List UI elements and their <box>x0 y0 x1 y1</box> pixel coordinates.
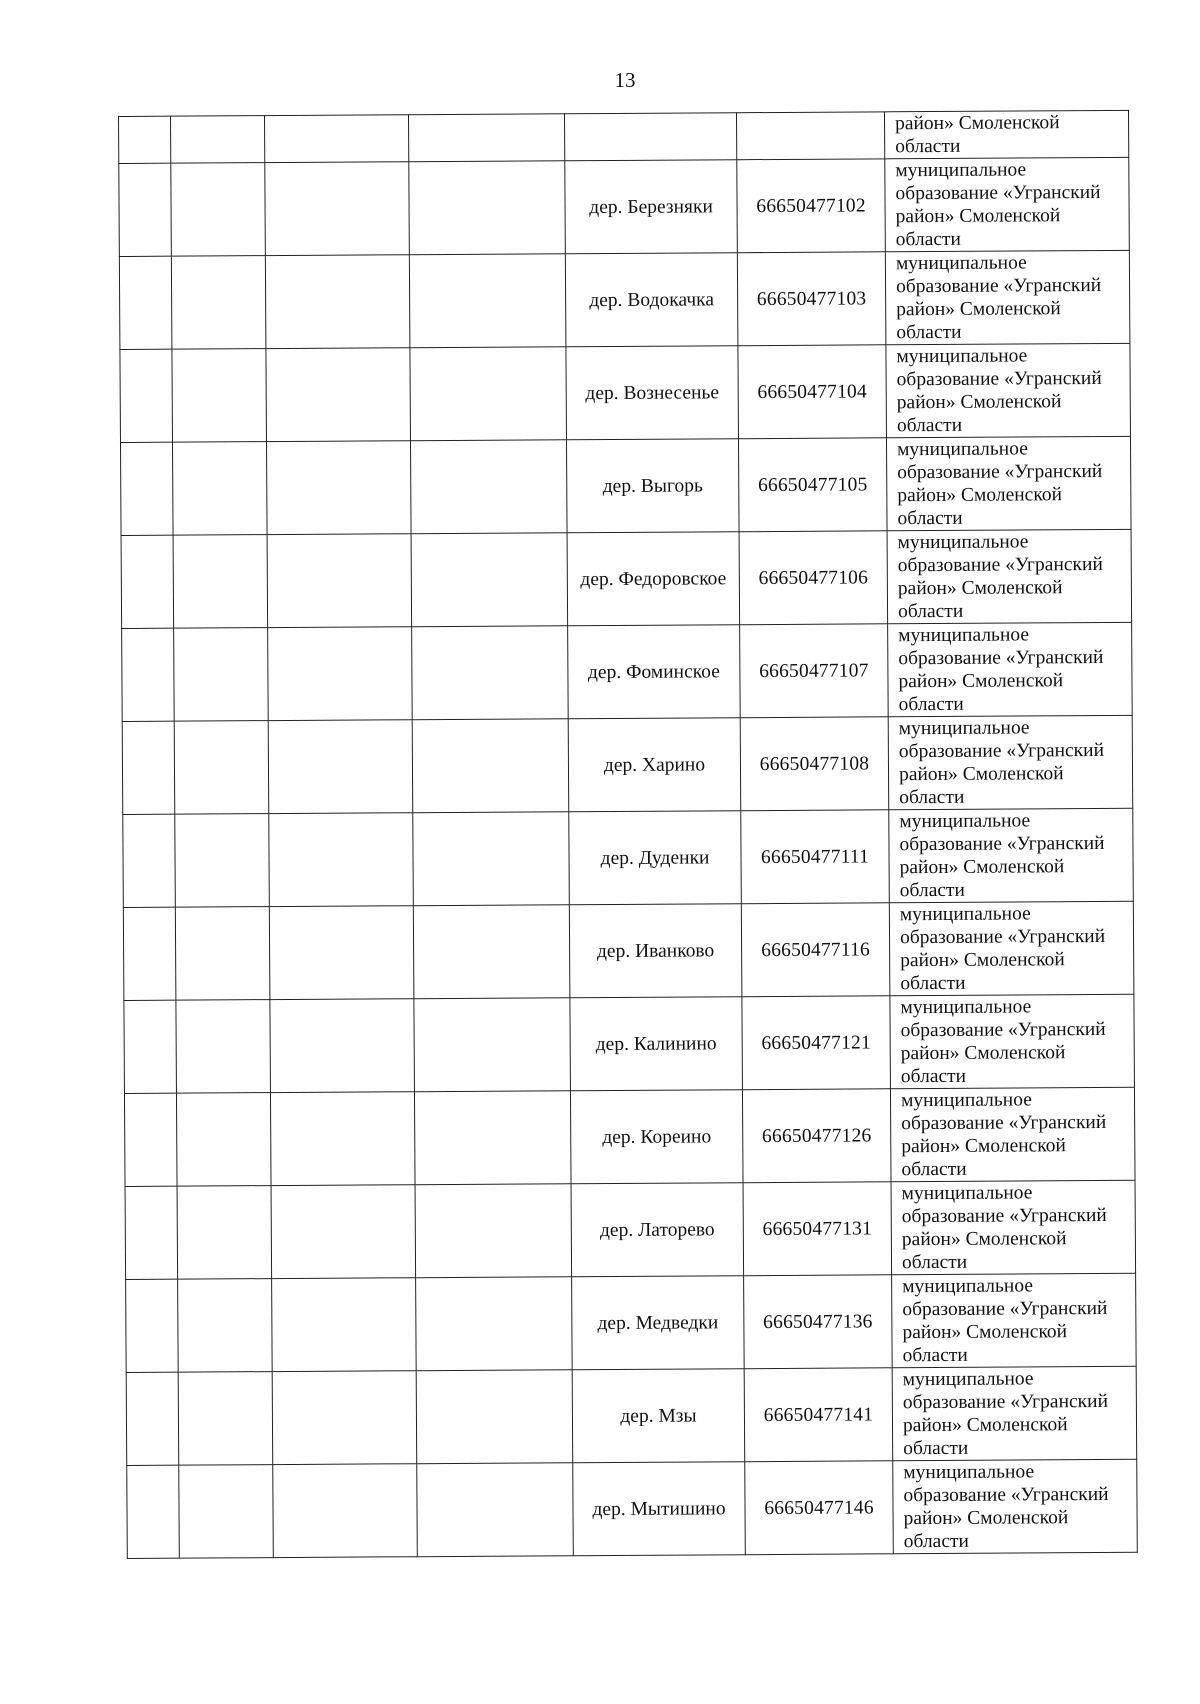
settlement-name-cell: дер. Федоровское <box>567 532 740 626</box>
empty-cell <box>564 113 736 161</box>
settlement-name-cell: дер. Выгорь <box>566 439 739 533</box>
empty-cell <box>120 349 173 442</box>
table-row <box>126 1366 1137 1465</box>
oktmo-code-cell: 66650477126 <box>742 1089 891 1183</box>
settlement-name-cell: дер. Латорево <box>571 1183 744 1277</box>
owner-cell: муниципальное образование «Угранский район» Смоленской области <box>893 1459 1138 1553</box>
empty-cell <box>123 907 176 1000</box>
empty-cell <box>174 628 269 722</box>
empty-cell <box>268 720 413 814</box>
empty-cell <box>266 441 411 535</box>
oktmo-code-cell: 66650477106 <box>739 531 888 625</box>
empty-cell <box>122 721 175 814</box>
oktmo-code-cell: 66650477141 <box>744 1368 893 1462</box>
empty-cell <box>171 256 266 350</box>
empty-cell <box>409 254 566 348</box>
empty-cell <box>172 349 267 443</box>
table-row <box>119 250 1130 349</box>
owner-cell: муниципальное образование «Угранский район» Смоленской области <box>888 622 1133 716</box>
settlement-name-cell: дер. Мытишино <box>573 1462 746 1556</box>
empty-cell <box>124 1000 177 1093</box>
empty-cell <box>417 1463 574 1557</box>
oktmo-code-cell: 66650477105 <box>738 438 887 532</box>
empty-cell <box>736 112 884 160</box>
empty-cell <box>175 814 270 908</box>
empty-cell <box>410 440 567 534</box>
settlement-name-cell: дер. Кореино <box>570 1090 743 1184</box>
empty-cell <box>174 721 269 815</box>
table-row <box>123 808 1134 907</box>
settlement-name-cell: дер. Калинино <box>570 997 743 1091</box>
table-row <box>120 436 1131 535</box>
empty-cell <box>178 1279 273 1373</box>
empty-cell <box>123 814 176 907</box>
oktmo-code-cell: 66650477103 <box>737 252 886 346</box>
table-row <box>126 1273 1137 1372</box>
empty-cell <box>415 1184 572 1278</box>
empty-cell <box>126 1372 179 1465</box>
oktmo-code-cell: 66650477131 <box>743 1182 892 1276</box>
continuation-row <box>119 110 1129 163</box>
oktmo-code-cell: 66650477108 <box>740 717 889 811</box>
empty-cell <box>119 163 172 256</box>
table-row <box>127 1459 1138 1558</box>
empty-cell <box>265 115 409 163</box>
empty-cell <box>416 1277 573 1371</box>
empty-cell <box>127 1465 180 1558</box>
empty-cell <box>172 442 267 536</box>
empty-cell <box>414 1091 571 1185</box>
oktmo-code-cell: 66650477121 <box>742 996 891 1090</box>
empty-cell <box>179 1465 274 1559</box>
empty-cell <box>119 256 172 349</box>
page-number: 13 <box>614 68 636 92</box>
settlement-name-cell: дер. Мзы <box>572 1369 745 1463</box>
owner-cell: муниципальное образование «Угранский район» Смоленской области <box>892 1273 1137 1367</box>
table-row <box>124 1087 1135 1186</box>
empty-cell <box>414 998 571 1092</box>
settlement-name-cell: дер. Березняки <box>565 160 738 254</box>
table-row <box>119 157 1130 256</box>
empty-cell <box>266 348 411 442</box>
empty-cell <box>272 1371 417 1465</box>
empty-cell <box>413 812 570 906</box>
empty-cell <box>416 1370 573 1464</box>
empty-cell <box>125 1186 178 1279</box>
empty-cell <box>265 255 410 349</box>
owner-cell: муниципальное образование «Угранский район» Смоленской области <box>889 901 1134 995</box>
empty-cell <box>121 535 174 628</box>
settlement-name-cell: дер. Дуденки <box>569 811 742 905</box>
table-row <box>122 715 1133 814</box>
empty-cell <box>176 1000 271 1094</box>
empty-cell <box>273 1464 418 1558</box>
table-row <box>123 901 1134 1000</box>
empty-cell <box>270 999 415 1093</box>
oktmo-code-cell: 66650477136 <box>744 1275 893 1369</box>
empty-cell <box>408 114 564 162</box>
empty-cell <box>173 535 268 629</box>
owner-cell: муниципальное образование «Угранский район» Смоленской области <box>892 1366 1137 1460</box>
empty-cell <box>175 907 270 1001</box>
settlement-name-cell: дер. Водокачка <box>565 253 738 347</box>
empty-cell <box>269 906 414 1000</box>
empty-cell <box>413 905 570 999</box>
owner-cell: муниципальное образование «Угранский район» Смоленской области <box>885 157 1130 251</box>
empty-cell <box>120 442 173 535</box>
owner-cell: муниципальное образование «Угранский район» Смоленской области <box>887 529 1132 623</box>
empty-cell <box>269 813 414 907</box>
table-row <box>124 994 1135 1093</box>
settlement-name-cell: дер. Медведки <box>572 1276 745 1370</box>
owner-cell: муниципальное образование «Угранский район» Смоленской области <box>885 250 1130 344</box>
table-row <box>122 622 1133 721</box>
oktmo-code-cell: 66650477104 <box>738 345 887 439</box>
settlement-name-cell: дер. Иванково <box>569 904 742 998</box>
owner-cell: муниципальное образование «Угранский район» Смоленской области <box>891 1180 1136 1274</box>
owner-cell: муниципальное образование «Угранский район» Смоленской области <box>889 808 1134 902</box>
empty-cell <box>119 116 171 163</box>
oktmo-code-cell: 66650477102 <box>737 159 886 253</box>
empty-cell <box>267 534 412 628</box>
owner-cell: муниципальное образование «Угранский район» Смоленской области <box>888 715 1133 809</box>
table-row <box>125 1180 1136 1279</box>
settlement-name-cell: дер. Фоминское <box>568 625 741 719</box>
owner-cell: муниципальное образование «Угранский район» Смоленской области <box>890 994 1135 1088</box>
owner-cell: муниципальное образование «Угранский район» Смоленской области <box>886 343 1131 437</box>
empty-cell <box>171 116 265 164</box>
oktmo-code-cell: 66650477107 <box>740 624 889 718</box>
empty-cell <box>412 719 569 813</box>
empty-cell <box>272 1278 417 1372</box>
empty-cell <box>122 628 175 721</box>
empty-cell <box>409 161 566 255</box>
empty-cell <box>410 347 567 441</box>
empty-cell <box>412 626 569 720</box>
empty-cell <box>268 627 413 721</box>
settlement-name-cell: дер. Харино <box>568 718 741 812</box>
owner-cell: муниципальное образование «Угранский район» Смоленской области <box>890 1087 1135 1181</box>
empty-cell <box>176 1093 271 1187</box>
empty-cell <box>411 533 568 627</box>
empty-cell <box>270 1092 415 1186</box>
empty-cell <box>171 163 266 257</box>
table-row <box>121 529 1132 628</box>
empty-cell <box>126 1279 179 1372</box>
empty-cell <box>265 162 410 256</box>
settlement-registry-table <box>118 110 1138 1559</box>
oktmo-code-cell: 66650477111 <box>741 810 890 904</box>
settlement-name-cell: дер. Вознесенье <box>566 346 739 440</box>
table-row <box>120 343 1131 442</box>
empty-cell <box>177 1186 272 1280</box>
empty-cell <box>271 1185 416 1279</box>
oktmo-code-cell: 66650477116 <box>741 903 890 997</box>
empty-cell <box>124 1093 177 1186</box>
owner-cell: муниципальное образование «Угранский район» Смоленской области <box>886 436 1131 530</box>
table-body <box>119 110 1138 1558</box>
empty-cell <box>178 1372 273 1466</box>
oktmo-code-cell: 66650477146 <box>745 1461 894 1555</box>
owner-cell: район» Смоленской области <box>884 110 1128 158</box>
